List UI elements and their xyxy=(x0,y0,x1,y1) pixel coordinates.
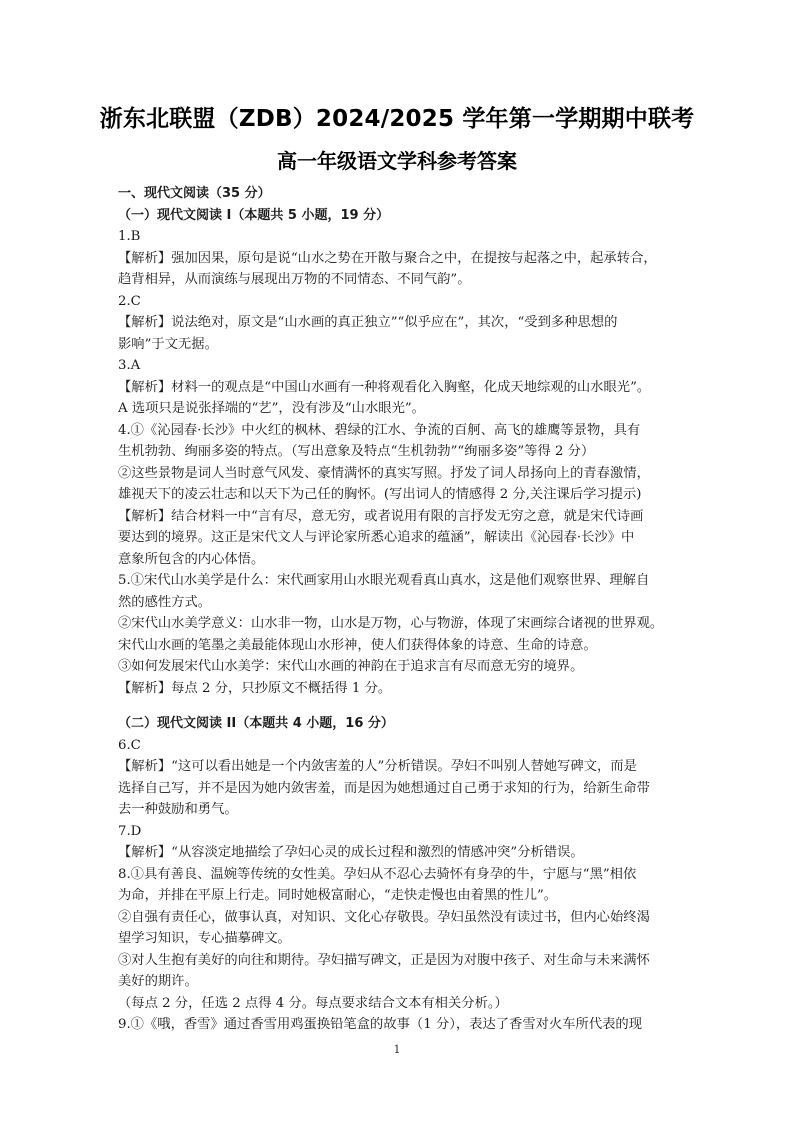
answer-line: ②这些景物是词人当时意气风发、豪情满怀的真实写照。抒发了词人昂扬向上的青春激情， xyxy=(118,465,650,481)
answer-line: 去一种鼓励和勇气。 xyxy=(118,802,238,817)
answer-line: 1.B xyxy=(118,229,141,244)
answer-line: 意象所包含的内心体悟。 xyxy=(118,551,265,567)
answer-line: 2.C xyxy=(118,293,141,309)
spacer xyxy=(118,699,678,713)
answer-line: ②宋代山水美学意义：山水非一物，山水是万物，心与物游，体现了宋画综合诸视的世界观。 xyxy=(118,616,664,631)
answer-line: 【解析】材料一的观点是“中国山水画有一种将观看化入胸壑，化成天地综观的山水眼光”。 xyxy=(118,379,651,395)
answer-line: 雄视天下的凌云壮志和以天下为己任的胸怀。(写出词人的情感得 2 分,关注课后学习提示) xyxy=(118,487,642,502)
answer-line: 【解析】每点 2 分，只抄原文不概括得 1 分。 xyxy=(118,680,392,696)
answer-line: 生机勃勃、绚丽多姿的特点。（写出意象及特点“生机勃勃”“绚丽多姿”等得 2 分） xyxy=(118,444,595,459)
page-number: 1 xyxy=(393,1043,401,1056)
answer-line: ③如何发展宋代山水美学：宋代山水画的神韵在于追求言有尽而意无穷的境界。 xyxy=(118,659,584,674)
answer-line: 4.①《沁园春·长沙》中火红的枫林、碧绿的江水、争流的百舸、高飞的雄鹰等景物，具有 xyxy=(118,422,641,438)
answer-line: 6.C xyxy=(118,737,141,753)
answer-line: 3.A xyxy=(118,358,141,373)
answer-line: 【解析】“这可以看出她是一个内敛害羞的人”分析错误。孕妇不叫别人替她写碑文，而是 xyxy=(118,759,637,774)
answer-line: A 选项只是说张择端的“艺”，没有涉及“山水眼光”。 xyxy=(118,401,425,416)
answer-body xyxy=(118,183,678,1036)
answer-line: 影响”于文无据。 xyxy=(118,336,218,352)
answer-line: 5.①宋代山水美学是什么：宋代画家用山水眼光观看真山真水，这是他们观察世界、理解自 xyxy=(118,573,650,588)
answer-line: 宋代山水画的笔墨之美最能体现山水形神，使人们获得体象的诗意、生命的诗意。 xyxy=(118,637,597,653)
section-heading: （二）现代文阅读 II（本题共 4 小题，16 分） xyxy=(118,716,394,731)
answer-line: 望学习知识，专心描摹碑文。 xyxy=(118,931,291,946)
answer-line: 【解析】强加因果，原句是说“山水之势在开散与聚合之中，在提按与起落之中，起承转合， xyxy=(118,250,657,266)
document-subtitle: 高一年级语文学科参考答案 xyxy=(277,149,517,173)
section-heading: 一、现代文阅读（35 分） xyxy=(118,186,271,201)
answer-line: 【解析】“从容淡定地描绘了孕妇心灵的成长过程和激烈的情感冲突”分析错误。 xyxy=(118,845,584,860)
answer-line: 7.D xyxy=(118,823,142,839)
answer-line: ③对人生抱有美好的向往和期待。孕妇描写碑文，正是因为对腹中孩子、对生命与未来满怀 xyxy=(118,952,650,968)
answer-line: 为命，并排在平原上行走。同时她极富耐心，“走快走慢也由着黑的性儿”。 xyxy=(118,888,558,903)
answer-line: 8.①具有善良、温婉等传统的女性美。孕妇从不忍心去骑怀有身孕的牛，宁愿与“黑”相依 xyxy=(118,866,637,882)
document-title: 浙东北联盟（ZDB）2024/2025 学年第一学期期中联考 xyxy=(99,106,695,132)
answer-line: 要达到的境界。这正是宋代文人与评论家所悉心追求的蕴涵”，解读出《沁园春·长沙》中 xyxy=(118,530,635,545)
section-heading: （一）现代文阅读 I（本题共 5 小题，19 分） xyxy=(118,207,390,223)
answer-line: 选择自己写，并不是因为她内敛害羞，而是因为她想通过自己勇于求知的行为，给新生命带 xyxy=(118,780,650,796)
answer-line: 然的感性方式。 xyxy=(118,594,212,610)
answer-line: （每点 2 分，任选 2 点得 4 分。每点要求结合文本有相关分析。） xyxy=(118,995,508,1011)
answer-line: 【解析】结合材料一中“言有尽，意无穷，或者说用有限的言抒发无穷之意，就是宋代诗画 xyxy=(118,508,644,524)
answer-line: 【解析】说法绝对，原文是“山水画的真正独立”“似乎应在”，其次，“受到多种思想的 xyxy=(118,315,618,330)
answer-line: 趋背相异，从而演练与展现出万物的不同情态、不同气韵”。 xyxy=(118,272,471,287)
answer-line: 美好的期许。 xyxy=(118,974,198,989)
answer-line: 9.①《哦，香雪》通过香雪用鸡蛋换铅笔盒的故事（1 分），表达了香雪对火车所代表的现 xyxy=(118,1017,643,1032)
answer-line: ②自强有责任心，做事认真，对知识、文化心存敬畏。孕妇虽然没有读过书，但内心始终渴 xyxy=(118,909,650,925)
